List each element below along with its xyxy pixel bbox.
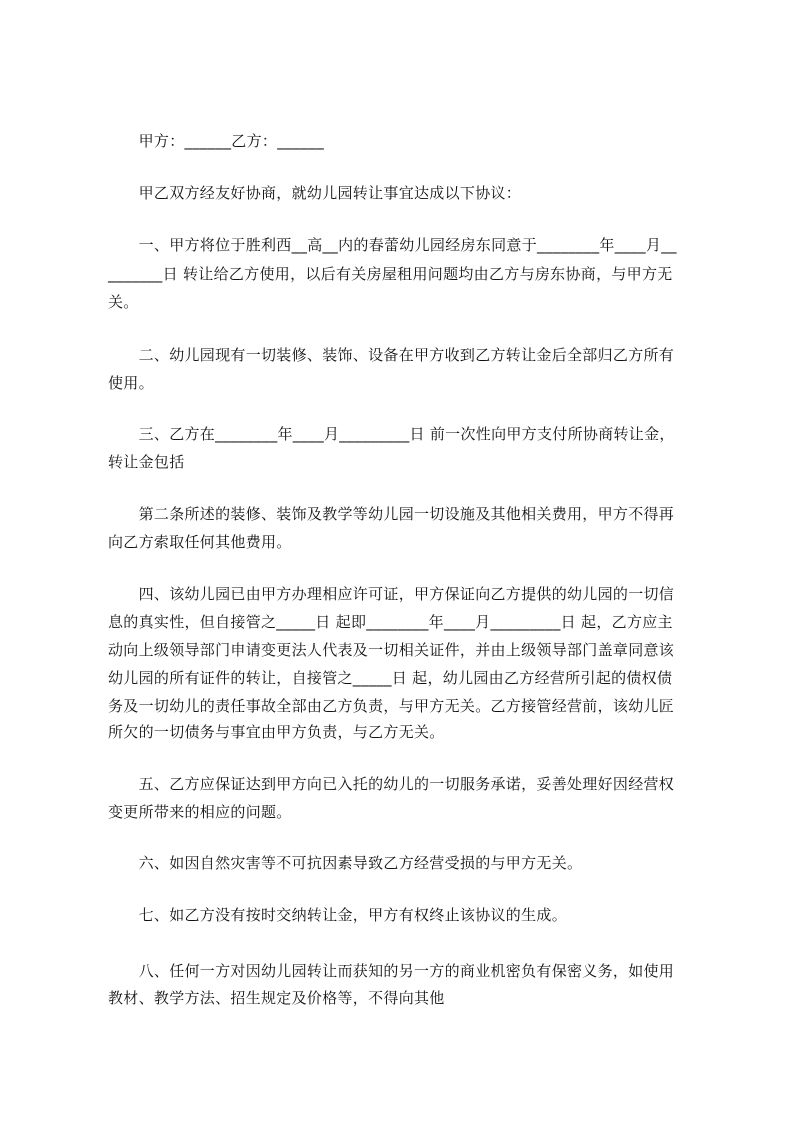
clause-4-line-4: 幼儿园的所有证件的转让，自接管之_____日 起，幼儿园由乙方经营所引起的债权债 [108, 669, 673, 687]
clause-6-line: 六、如因自然灾害等不可抗因素导致乙方经营受损的与甲方无关。 [108, 854, 583, 872]
clause-5-line-2: 变更所带来的相应的问题。 [108, 803, 292, 821]
clause-1-line-2: _______日 转让给乙方使用，以后有关房屋租用问题均由乙方与房东协商，与甲方无 [108, 265, 673, 283]
article-2-line-2: 向乙方索取任何其他费用。 [108, 533, 292, 551]
intro-line: 甲乙双方经友好协商，就幼儿园转让事宜达成以下协议： [108, 184, 522, 202]
parties-line: 甲方：______乙方：______ [108, 132, 325, 150]
clause-4-line-1: 四、该幼儿园已由甲方办理相应许可证，甲方保证向乙方提供的幼儿园的一切信 [108, 585, 675, 603]
clause-3-line-1: 三、乙方在________年____月_________日 前一次性向甲方支付所协商转让金， [108, 425, 675, 443]
clause-2-line-2: 使用。 [108, 374, 154, 392]
clause-8-line-1: 八、任何一方对因幼儿园转让而获知的另一方的商业机密负有保密义务，如使用 [108, 962, 675, 980]
clause-4-line-6: 所欠的一切债务与事宜由甲方负责，与乙方无关。 [108, 723, 445, 741]
clause-8-line-2: 教材、教学方法、招生规定及价格等，不得向其他 [108, 989, 445, 1007]
clause-4-line-5: 务及一切幼儿的责任事故全部由乙方负责，与甲方无关。乙方接管经营前，该幼儿匠 [108, 697, 675, 715]
clause-5-line-1: 五、乙方应保证达到甲方向已入托的幼儿的一切服务承诺，妥善处理好因经营权 [108, 775, 675, 793]
clause-4-line-3: 动向上级领导部门申请变更法人代表及一切相关证件，并由上级领导部门盖章同意该 [108, 641, 675, 659]
clause-1-line-1: 一、甲方将位于胜利西__高__内的春蕾幼儿园经房东同意于________年____月__ [108, 236, 677, 254]
clause-2-line-1: 二、幼儿园现有一切装修、装饰、设备在甲方收到乙方转让金后全部归乙方所有 [108, 346, 675, 364]
article-2-line-1: 第二条所述的装修、装饰及教学等幼儿园一切设施及其他相关费用，甲方不得再 [108, 505, 675, 523]
clause-3-line-2: 转让金包括 [108, 453, 185, 471]
clause-1-line-3: 关。 [108, 293, 139, 311]
clause-4-line-2: 息的真实性，但自接管之_____日 起即________年____月_________日 起，乙方应主 [108, 613, 673, 631]
clause-7-line: 七、如乙方没有按时交纳转让金，甲方有权终止该协议的生成。 [108, 906, 568, 924]
